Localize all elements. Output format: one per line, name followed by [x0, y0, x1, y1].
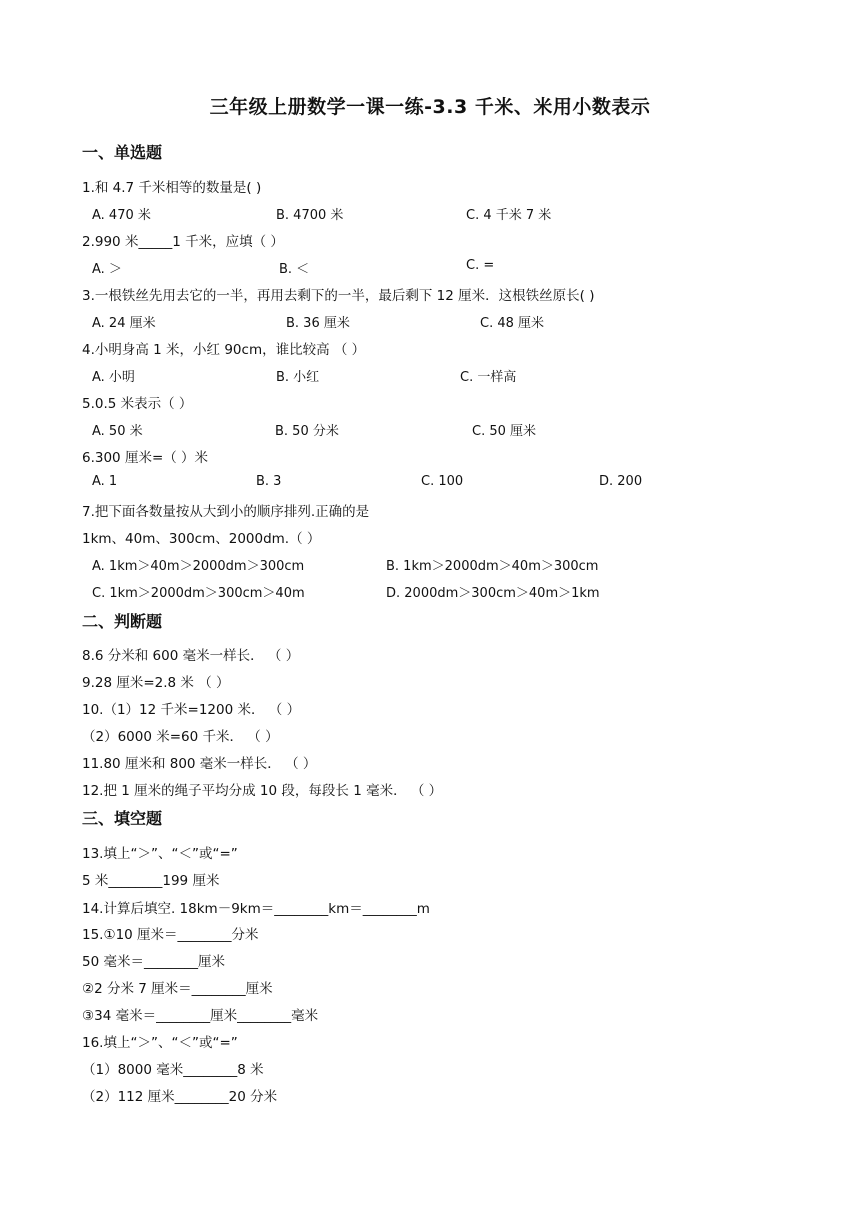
q6-option-b: B. 3 — [256, 474, 282, 489]
q7-option-c: C. 1km＞2000dm＞300cm＞40m — [92, 586, 305, 601]
question-6: 6.300 厘米=（ ）米 — [82, 450, 209, 466]
question-15-part-1: 15.①10 厘米＝________分米 — [82, 927, 259, 943]
q2-option-c: C. = — [466, 258, 495, 273]
q3-option-b: B. 36 厘米 — [286, 316, 350, 331]
question-7-continued: 1km、40m、300cm、2000dm.（ ） — [82, 531, 321, 547]
q6-option-d: D. 200 — [599, 474, 643, 489]
q2-option-b: B. ＜ — [279, 262, 310, 277]
question-5: 5.0.5 米表示（ ） — [82, 396, 193, 412]
question-1: 1.和 4.7 千米相等的数量是( ) — [82, 180, 262, 196]
section-heading-single-choice: 一、单选题 — [82, 143, 163, 162]
q2-option-a: A. ＞ — [92, 262, 122, 277]
question-2: 2.990 米_____1 千米，应填（ ） — [82, 234, 284, 250]
q6-option-c: C. 100 — [421, 474, 464, 489]
question-16: 16.填上“＞”、“＜”或“=” — [82, 1035, 238, 1051]
question-10-part-1: 10.（1）12 千米=1200 米． （ ） — [82, 702, 301, 718]
question-15-part-2: ②2 分米 7 厘米＝________厘米 — [82, 981, 273, 997]
q5-option-b: B. 50 分米 — [275, 424, 339, 439]
question-4: 4.小明身高 1 米，小红 90cm，谁比较高 （ ） — [82, 342, 366, 358]
question-7: 7.把下面各数量按从大到小的顺序排列.正确的是 — [82, 504, 370, 520]
section-heading-true-false: 二、判断题 — [82, 612, 163, 631]
q5-option-a: A. 50 米 — [92, 424, 143, 439]
question-14: 14.计算后填空. 18km－9km＝________km＝________m — [82, 901, 430, 917]
question-12: 12.把 1 厘米的绳子平均分成 10 段，每段长 1 毫米． （ ） — [82, 783, 443, 799]
question-11: 11.80 厘米和 800 毫米一样长． （ ） — [82, 756, 317, 772]
question-15-part-1b: 50 毫米＝________厘米 — [82, 954, 225, 970]
question-13-line: 5 米________199 厘米 — [82, 873, 220, 889]
page-title: 三年级上册数学一课一练-3.3 千米、米用小数表示 — [209, 96, 651, 118]
q4-option-a: A. 小明 — [92, 370, 135, 385]
question-10-part-2: （2）6000 米=60 千米． （ ） — [82, 729, 279, 745]
q7-option-b: B. 1km＞2000dm＞40m＞300cm — [386, 559, 599, 574]
question-13: 13.填上“＞”、“＜”或“=” — [82, 846, 238, 862]
question-15-part-3: ③34 毫米＝________厘米________毫米 — [82, 1008, 319, 1024]
q4-option-b: B. 小红 — [276, 370, 320, 385]
q1-option-c: C. 4 千米 7 米 — [466, 208, 552, 223]
question-16-part-1: （1）8000 毫米________8 米 — [82, 1062, 264, 1078]
question-9: 9.28 厘米=2.8 米 （ ） — [82, 675, 230, 691]
q7-option-a: A. 1km＞40m＞2000dm＞300cm — [92, 559, 305, 574]
q3-option-a: A. 24 厘米 — [92, 316, 156, 331]
q6-option-a: A. 1 — [92, 474, 118, 489]
q1-option-a: A. 470 米 — [92, 208, 151, 223]
q4-option-c: C. 一样高 — [460, 370, 517, 385]
q1-option-b: B. 4700 米 — [276, 208, 344, 223]
q5-option-c: C. 50 厘米 — [472, 424, 537, 439]
q7-option-d: D. 2000dm＞300cm＞40m＞1km — [386, 586, 600, 601]
question-8: 8.6 分米和 600 毫米一样长． （ ） — [82, 648, 300, 664]
question-16-part-2: （2）112 厘米________20 分米 — [82, 1089, 278, 1105]
question-3: 3.一根铁丝先用去它的一半，再用去剩下的一半，最后剩下 12 厘米．这根铁丝原长( ) — [82, 288, 595, 304]
section-heading-fill-blank: 三、填空题 — [82, 809, 163, 828]
q3-option-c: C. 48 厘米 — [480, 316, 545, 331]
